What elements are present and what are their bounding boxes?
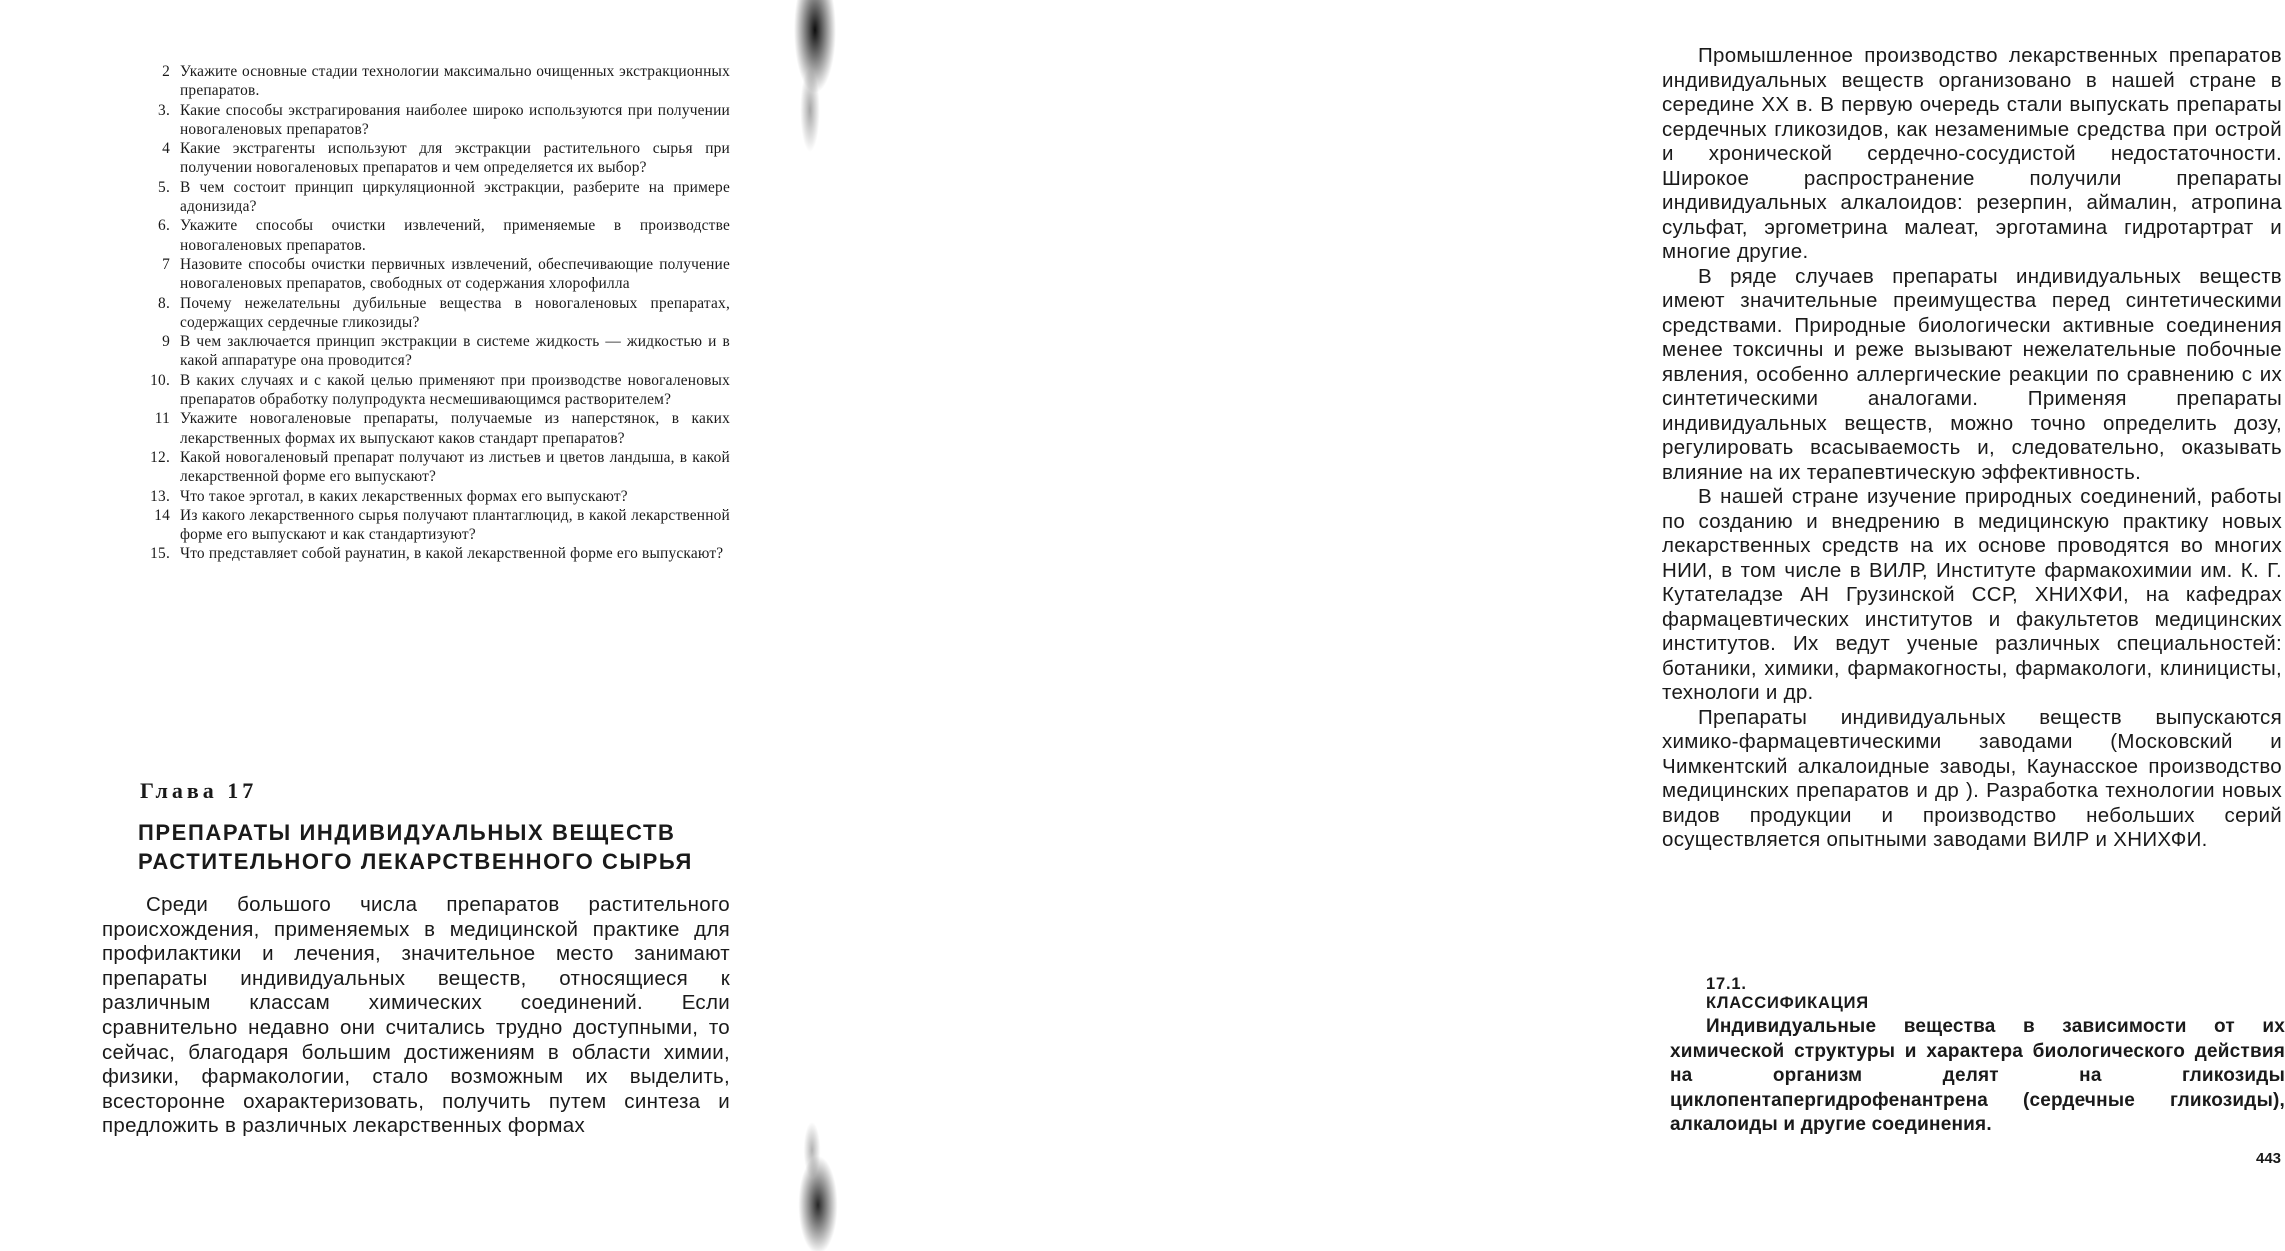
body-paragraph: Промышленное производство лекарственных препаратов индивидуальных веществ организовано в нашей стране в середине XX в. В первую очередь стали выпускать препараты сердечных гликозидов, как незаменимые средства при острой и хронической сердечно-сосудистой недостаточности. Широкое распространение получили препараты индивидуальных алкалоидов: резерпин, аймалин, атропина сульфат, эргометрина малеат, эрготамина гидротартрат и многие другие. — [1662, 44, 2282, 263]
question-number: 2 — [162, 63, 170, 80]
question-number: 3. — [158, 101, 170, 119]
question-text: Почему нежелательны дубильные вещества в новогаленовых препаратах, содержащих сердечные гликозиды? — [180, 294, 730, 331]
question-number: 7 — [162, 255, 170, 273]
question-number: 11 — [154, 410, 170, 428]
question-text: Назовите способы очистки первичных извлечений, обеспечивающие получение новогаленовых препаратов, свободных от содержания хлорофилла — [180, 255, 730, 293]
question-text: Какие экстрагенты используют для экстракции растительного сырья при получении новогаленовых препаратов и чем определяется их выбор? — [180, 140, 730, 177]
question-item — [130, 255, 730, 294]
question-item — [130, 216, 730, 255]
question-number: 12. — [150, 448, 170, 466]
section-heading: 17.1. КЛАССИФИКАЦИЯ — [1706, 975, 1869, 1012]
body-paragraph: Препараты индивидуальных веществ выпускаются химико-фармацевтическими заводами (Московский и Чимкентский алкалоидные заводы, Каунасское производство медицинских препаратов и др ). Разработка технологии новых видов продукции и производство небольших серий осуществляется опытными заводами ВИЛР и ХНИХФИ. — [1662, 705, 2282, 851]
question-text: Укажите способы очистки извлечений, применяемые в производстве новогаленовых препаратов. — [180, 217, 730, 254]
left-page — [0, 0, 790, 1251]
question-number: 8. — [158, 294, 170, 312]
chapter-label: Глава 17 — [140, 778, 258, 803]
question-item — [130, 448, 730, 487]
body-paragraph: В нашей стране изучение природных соединений, работы по созданию и внедрению в медицинскую практику новых лекарственных средств на их основе проводятся во многих НИИ, в том числе в ВИЛР, Институте фармакохимии им. К. Г. Кутателадзе АН Грузинской ССР, ХНИХФИ, на кафедрах фармацевтических институтов и факультетов медицинских институтов. Их ведут ученые различных специальностей: ботаники, химики, фармакогносты, фармакологи, клиницисты, технологи и др. — [1662, 485, 2282, 704]
question-text: Что такое эрготал, в каких лекарственных формах его выпускают? — [180, 487, 628, 505]
question-text: В чем заключается принцип экстракции в системе жидкость — жидкостью и в какой аппаратуре она проводится? — [180, 333, 730, 370]
question-number: 10. — [150, 371, 170, 389]
question-number: 14 — [154, 506, 170, 524]
question-number: 13. — [150, 487, 170, 505]
question-text: В каких случаях и с какой целью применяют при производстве новогаленовых препаратов обработку полупродукта несмешивающимся растворителем? — [180, 371, 730, 409]
question-number: 5. — [158, 178, 170, 196]
question-item — [130, 371, 730, 410]
chapter-intro-paragraph: Среди большого числа препаратов растительного происхождения, применяемых в медицинской практике для профилактики и лечения, значительное место занимают препараты индивидуальных веществ, относящиеся к различным классам химических соединений. Если сравнительно недавно они считались трудно доступными, то сейчас, благодаря большим достижениям в области химии, физики, фармакологии, стало возможным их выделить, всесторонне охарактеризовать, получить путем синтеза и предложить в различных лекарственных формах — [102, 893, 730, 1138]
right-page-body — [1662, 44, 2282, 853]
question-text: Какие способы экстрагирования наиболее широко используются при получении новогаленовых препаратов? — [180, 101, 730, 138]
question-item — [130, 101, 730, 140]
question-item — [130, 544, 730, 563]
question-item — [130, 332, 730, 371]
question-text: Укажите новогаленовые препараты, получаемые из наперстянок, в каких лекарственных формах их выпускают каков стандарт препаратов? — [180, 410, 730, 447]
question-number: 15. — [150, 545, 170, 563]
question-number: 4 — [162, 140, 170, 158]
section-paragraph: Индивидуальные вещества в зависимости от их химической структуры и характера биологического действия на организм делят на гликозиды циклопентапергидрофенантрена (сердечные гликозиды), алкалоиды и другие соединения. — [1670, 1016, 2285, 1135]
question-item — [130, 506, 730, 545]
chapter-title: ПРЕПАРАТЫ ИНДИВИДУАЛЬНЫХ ВЕЩЕСТВ РАСТИТЕЛЬНОГО ЛЕКАРСТВЕННОГО СЫРЬЯ — [138, 820, 693, 874]
question-item — [130, 487, 730, 506]
body-paragraph: В ряде случаев препараты индивидуальных веществ имеют значительные преимущества перед синтетическими средствами. Природные биологически активные соединения менее токсичны и реже вызывают нежелательные побочные явления, особенно аллергические реакции по сравнению с их синтетическими аналогами. Применяя препараты индивидуальных веществ, можно точно определить дозу, регулировать всасываемость и, следовательно, оказывать влияние на их терапевтическую эффективность. — [1662, 264, 2282, 484]
question-item — [130, 62, 730, 101]
question-number: 9 — [162, 333, 170, 351]
question-item — [130, 178, 730, 217]
question-item — [130, 294, 730, 333]
question-number: 6. — [158, 217, 170, 235]
question-text: Что представляет собой раунатин, в какой лекарственной форме его выпускают? — [180, 545, 724, 563]
review-questions-list — [130, 62, 730, 564]
question-text: В чем состоит принцип циркуляционной экстракции, разберите на примере адонизида? — [180, 178, 730, 216]
question-item — [130, 139, 730, 178]
page-number: 443 — [2256, 1150, 2282, 1167]
question-text: Из какого лекарственного сырья получают плантаглюцид, в какой лекарственной форме его выпускают и как стандартизуют? — [180, 506, 730, 544]
question-item — [130, 409, 730, 448]
question-text: Укажите основные стадии технологии максимально очищенных экстракционных препаратов. — [180, 63, 730, 100]
question-text: Какой новогаленовый препарат получают из листьев и цветов ландыша, в какой лекарственной форме его выпускают? — [180, 448, 730, 486]
right-page — [800, 0, 2285, 1251]
